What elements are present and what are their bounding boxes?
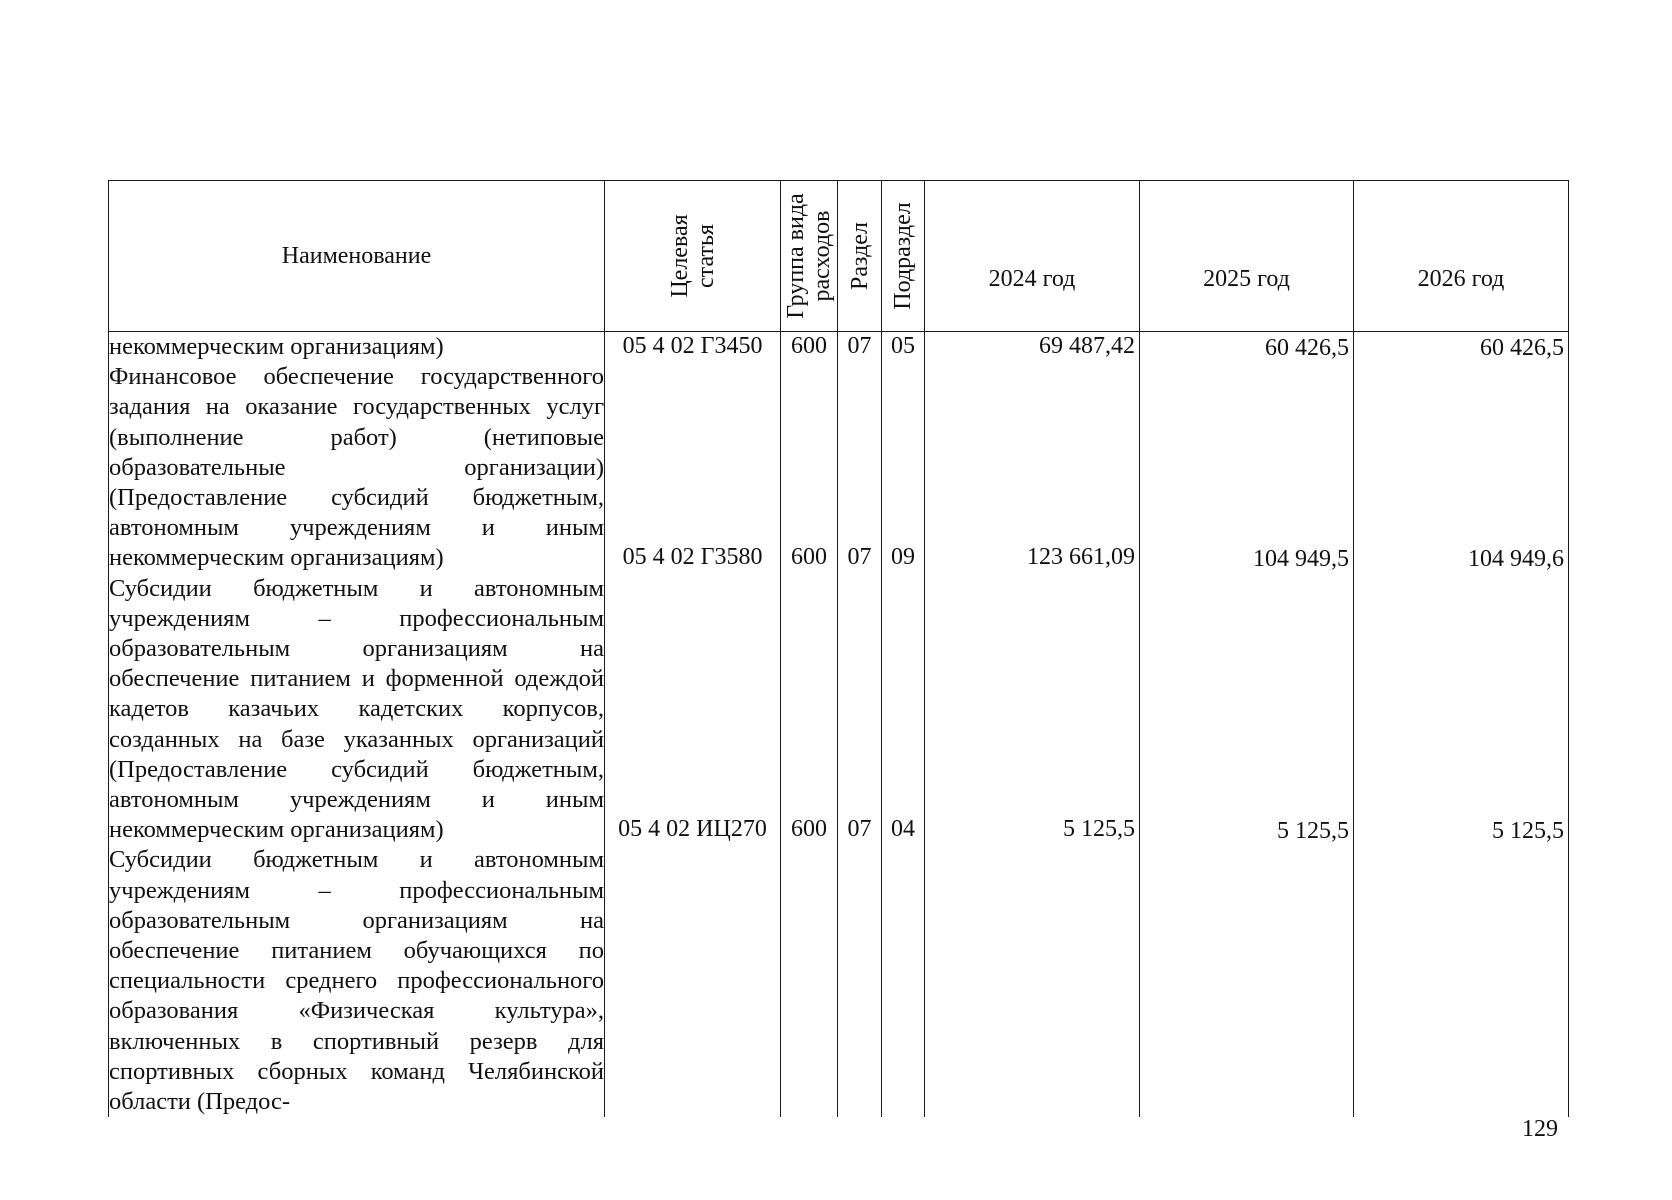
- header-section-label: Раздел: [846, 222, 873, 290]
- amount-2026-value: 104 949,6: [1468, 546, 1564, 572]
- expense-group-value: 600: [791, 544, 827, 570]
- header-2024-label: 2024 год: [988, 265, 1076, 292]
- subsection-value: 04: [891, 816, 915, 842]
- name-paragraph: Финансовое обеспечение государственного задания на оказание государственных услуг (выполнение работ) (нетиповые образовательные организации) (Предоставление субсидий бюджетным, автономным учреждениям и иным некоммерческим организациям): [109, 363, 604, 572]
- amount-2026-value: 60 426,5: [1480, 335, 1564, 361]
- header-2024: [925, 181, 1140, 332]
- budget-table: [108, 180, 1569, 1117]
- header-target-article-label: Целевая статья: [666, 214, 719, 298]
- header-section: [838, 181, 882, 332]
- header-2026: [1354, 181, 1569, 332]
- amount-2024-value: 123 661,09: [1027, 544, 1135, 570]
- name-column: [109, 332, 605, 1118]
- amount-2026-column: [1354, 332, 1569, 1118]
- expense-group-column: [781, 332, 838, 1118]
- subsection-column: [882, 332, 925, 1118]
- subsection-value: 05: [891, 333, 915, 359]
- header-name: Наименование: [109, 181, 605, 332]
- header-expense-group: [781, 181, 838, 332]
- header-expense-group-label: Группа вида расходов: [783, 193, 835, 319]
- target-article-value: 05 4 02 ИЦ270: [618, 816, 767, 842]
- amount-2026-value: 5 125,5: [1492, 818, 1564, 844]
- section-value: 07: [847, 544, 872, 570]
- subsection-value: 09: [891, 544, 915, 570]
- expense-group-value: 600: [791, 333, 827, 359]
- target-article-value: 05 4 02 Г3580: [622, 544, 763, 570]
- target-article-value: 05 4 02 Г3450: [622, 333, 763, 359]
- header-2026-label: 2026 год: [1417, 265, 1505, 292]
- section-column: [838, 332, 882, 1118]
- page-number: 129: [1522, 1116, 1558, 1142]
- table-body-row: [109, 332, 1569, 1118]
- name-paragraph: некоммерческим организациям): [109, 333, 444, 360]
- header-subsection-label: Подраздел: [890, 202, 916, 310]
- amount-2025-value: 104 949,5: [1253, 546, 1349, 572]
- header-2025: [1140, 181, 1354, 332]
- amount-2024-value: 5 125,5: [1063, 816, 1135, 842]
- table-header-row: [109, 181, 1569, 332]
- header-target-article: [605, 181, 781, 332]
- amount-2025-value: 5 125,5: [1277, 818, 1349, 844]
- name-paragraph: Субсидии бюджетным и автономным учреждениям – профессиональным образовательным организациям на обеспечение питанием обучающихся по специальности среднего профессионального образования «Физическая культура», включенных в спортивный резерв для спортивных сборных команд Челябинской области (Предос-: [109, 846, 604, 1116]
- section-value: 07: [847, 333, 872, 359]
- header-2025-label: 2025 год: [1203, 265, 1290, 292]
- expense-group-value: 600: [791, 816, 827, 842]
- amount-2025-column: [1140, 332, 1354, 1118]
- section-value: 07: [847, 816, 872, 842]
- target-article-column: [605, 332, 781, 1118]
- name-paragraph: Субсидии бюджетным и автономным учреждениям – профессиональным образовательным организациям на обеспечение питанием и форменной одеждой кадетов казачьих кадетских корпусов, созданных на базе указанных организаций (Предоставление субсидий бюджетным, автономным учреждениям и иным некоммерческим организациям): [109, 574, 604, 844]
- amount-2025-value: 60 426,5: [1265, 335, 1349, 361]
- header-subsection: [882, 181, 925, 332]
- amount-2024-value: 69 487,42: [1039, 333, 1135, 359]
- amount-2024-column: [925, 332, 1140, 1118]
